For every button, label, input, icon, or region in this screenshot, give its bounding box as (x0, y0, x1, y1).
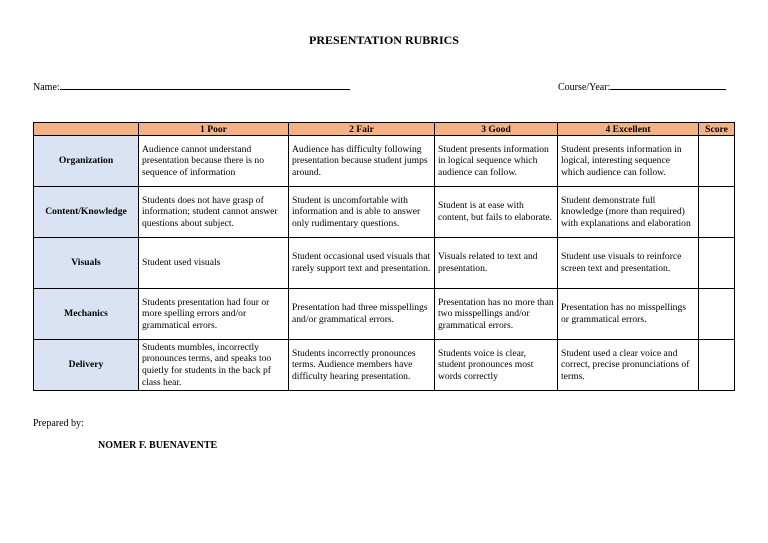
table-row (34, 340, 735, 391)
cell-score[interactable] (699, 136, 735, 187)
cell-fair: Student occasional used visuals that rarely support text and presentation. (289, 238, 435, 289)
cell-fair: Audience has difficulty following presentation because student jumps around. (289, 136, 435, 187)
name-label: Name: (33, 82, 60, 93)
page-title: PRESENTATION RUBRICS (309, 33, 459, 47)
prepared-by-label: Prepared by: (33, 418, 84, 429)
course-year-field[interactable] (558, 80, 726, 93)
header-row (34, 123, 735, 136)
cell-good: Visuals related to text and presentation. (435, 238, 558, 289)
criterion-mechanics: Mechanics (34, 289, 139, 340)
cell-excellent: Student used a clear voice and correct, precise pronunciations of terms. (558, 340, 699, 391)
criterion-content-knowledge: Content/Knowledge (34, 187, 139, 238)
preparer-name: NOMER F. BUENAVENTE (98, 440, 218, 451)
cell-score[interactable] (699, 289, 735, 340)
header-poor: 1 Poor (139, 123, 289, 136)
course-year-blank-line[interactable] (610, 80, 726, 90)
table-row (34, 187, 735, 238)
criterion-organization: Organization (34, 136, 139, 187)
cell-excellent: Student use visuals to reinforce screen text and presentation. (558, 238, 699, 289)
cell-score[interactable] (699, 238, 735, 289)
cell-good: Student presents information in logical sequence which audience can follow. (435, 136, 558, 187)
cell-good: Student is at ease with content, but fails to elaborate. (435, 187, 558, 238)
table-row (34, 289, 735, 340)
cell-poor: Students does not have grasp of information; student cannot answer questions about subject. (139, 187, 289, 238)
cell-excellent: Student demonstrate full knowledge (more than required) with explanations and elaboration (558, 187, 699, 238)
cell-poor: Student used visuals (139, 238, 289, 289)
table-row (34, 238, 735, 289)
cell-good: Presentation has no more than two misspellings and/or grammatical errors. (435, 289, 558, 340)
cell-excellent: Student presents information in logical, interesting sequence which audience can follow. (558, 136, 699, 187)
cell-fair: Presentation had three misspellings and/or grammatical errors. (289, 289, 435, 340)
rubric-table (33, 122, 735, 391)
header-excellent: 4 Excellent (558, 123, 699, 136)
header-fair: 2 Fair (289, 123, 435, 136)
header-good: 3 Good (435, 123, 558, 136)
cell-fair: Students incorrectly pronounces terms. Audience members have difficulty hearing presentation. (289, 340, 435, 391)
name-field[interactable] (33, 80, 350, 93)
header-criteria (34, 123, 139, 136)
cell-fair: Student is uncomfortable with information and is able to answer only rudimentary questions. (289, 187, 435, 238)
criterion-delivery: Delivery (34, 340, 139, 391)
cell-poor: Students mumbles, incorrectly pronounces terms, and speaks too quietly for students in the back pf class hear. (139, 340, 289, 391)
course-year-label: Course/Year: (558, 82, 611, 93)
name-blank-line[interactable] (60, 80, 350, 90)
cell-score[interactable] (699, 340, 735, 391)
criterion-visuals: Visuals (34, 238, 139, 289)
header-score: Score (699, 123, 735, 136)
cell-good: Students voice is clear, student pronounces most words correctly (435, 340, 558, 391)
cell-score[interactable] (699, 187, 735, 238)
table-row (34, 136, 735, 187)
cell-poor: Audience cannot understand presentation because there is no sequence of information (139, 136, 289, 187)
cell-poor: Students presentation had four or more spelling errors and/or grammatical errors. (139, 289, 289, 340)
cell-excellent: Presentation has no misspellings or grammatical errors. (558, 289, 699, 340)
